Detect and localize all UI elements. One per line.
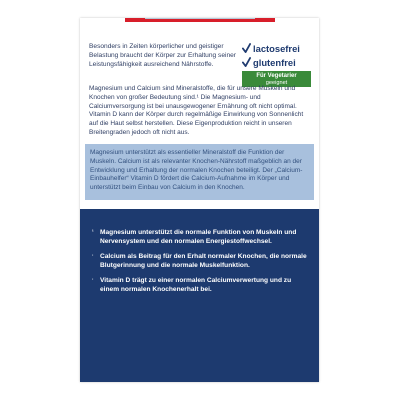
vegetarian-line-1: Für Vegetarier: [256, 73, 297, 79]
info-text: Magnesium unterstützt als essentieller Mineralstoff die Funktion der Muskeln. Calcium ist als relevanter Knochen-Nährstoff maßgeblich an der Entwicklung und Erhaltung der normalen Knochen beteiligt. Der „Calcium-Einbauhelfer“ Vitamin D fördert die Calcium-Aufnahme im Körper und unterstützt beim Einbau von Calcium in den Knochen.: [90, 149, 303, 192]
badge-panel: [242, 43, 314, 87]
claim-marker: ·: [92, 253, 94, 260]
claim-text: Calcium als Beitrag für den Erhalt normaler Knochen, die normale Blutgerinnung und die normale Muskelfunktion.: [100, 253, 307, 269]
claim-item: [92, 229, 311, 246]
claim-item: [92, 253, 311, 270]
package-back: [80, 18, 319, 382]
check-icon: [242, 43, 251, 54]
badge-gluten-free: [242, 57, 314, 68]
badge-label: glutenfrei: [253, 57, 296, 68]
check-icon: [242, 57, 251, 68]
claim-text: Vitamin D trägt zu einer normalen Calciumverwertung und zu einem normalen Knochenerhalt bei.: [100, 277, 292, 293]
claim-marker: ·: [92, 277, 94, 284]
claim-text: Magnesium unterstützt die normale Funktion von Muskeln und Nervensystem und den normalen Energiestoffwechsel.: [100, 229, 297, 245]
claim-marker: ¹: [92, 229, 94, 235]
claim-item: [92, 277, 311, 294]
vegetarian-line-2: geeignet: [265, 79, 288, 86]
badge-lactose-free: [242, 43, 314, 54]
badge-label: lactosefrei: [253, 43, 300, 54]
health-claims-panel: [80, 209, 319, 382]
info-box: [85, 144, 314, 200]
intro-text: Besonders in Zeiten körperlicher und geistiger Belastung braucht der Körper zur Erhaltung seiner Leistungsfähigkeit ausreichend Nährstoffe.: [89, 43, 236, 68]
top-brand-strip: [125, 18, 275, 22]
nutrient-paragraph: Magnesium und Calcium sind Mineralstoffe, die für unsere Muskeln und Knochen von großer Bedeutung sind.¹ Die Magnesium- und Calciumversorgung ist bei unausgewogener Ernährung oft nicht optimal. Vitamin D kann der Körper durch regelmäßige Einwirkung von Sonnenlicht auf die Haut selbst herstellen. Diese Eigenproduktion reicht in unseren Breitengraden jedoch oft nicht aus.: [89, 85, 304, 136]
